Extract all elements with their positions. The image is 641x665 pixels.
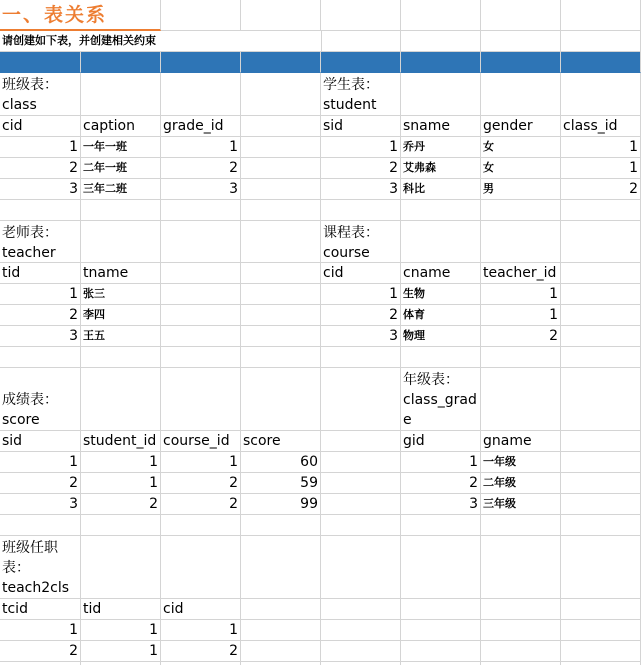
cell[interactable]: [81, 368, 161, 431]
empty-row: [0, 515, 641, 536]
data-cell[interactable]: 3: [0, 179, 81, 200]
cell[interactable]: [481, 347, 561, 368]
data-cell[interactable]: 物理: [401, 326, 481, 347]
table-row: [0, 158, 641, 179]
teach2cls-table-label[interactable]: [0, 536, 81, 599]
cell[interactable]: [561, 473, 641, 494]
cell[interactable]: [481, 599, 561, 620]
label-cn: 课程表：: [323, 225, 379, 241]
data-cell[interactable]: 1: [81, 641, 161, 662]
cell[interactable]: [321, 0, 401, 31]
cell[interactable]: [161, 263, 241, 284]
table-row: [0, 494, 641, 515]
cell[interactable]: [161, 73, 241, 116]
column-header[interactable]: cid: [0, 116, 81, 137]
cell[interactable]: [481, 536, 561, 599]
cell[interactable]: [401, 515, 481, 536]
data-cell[interactable]: 1: [321, 284, 401, 305]
cell[interactable]: [561, 221, 641, 263]
cell[interactable]: [481, 31, 561, 52]
column-header[interactable]: student_id: [81, 431, 161, 452]
cell[interactable]: [161, 515, 241, 536]
data-cell[interactable]: 艾弗森: [401, 158, 481, 179]
data-cell[interactable]: 科比: [401, 179, 481, 200]
cell[interactable]: [481, 200, 561, 221]
data-cell[interactable]: 99: [241, 494, 321, 515]
data-cell[interactable]: 一年级: [481, 452, 561, 473]
cell[interactable]: [401, 599, 481, 620]
class-table-label[interactable]: [0, 73, 81, 116]
cell[interactable]: [81, 221, 161, 263]
cell[interactable]: [0, 200, 81, 221]
data-cell[interactable]: 女: [481, 158, 561, 179]
data-cell[interactable]: 3: [0, 326, 81, 347]
cell[interactable]: [321, 452, 401, 473]
data-cell[interactable]: 2: [0, 473, 81, 494]
cell[interactable]: [561, 0, 641, 31]
data-cell[interactable]: 1: [0, 284, 81, 305]
cell[interactable]: [321, 368, 401, 431]
data-cell[interactable]: 3: [401, 494, 481, 515]
label-en: class_grad: [403, 392, 477, 408]
cell[interactable]: [481, 641, 561, 662]
cell[interactable]: [401, 347, 481, 368]
cell[interactable]: [161, 200, 241, 221]
data-cell[interactable]: 三年二班: [81, 179, 161, 200]
band-cell[interactable]: [401, 52, 481, 73]
column-header[interactable]: teacher_id: [481, 263, 561, 284]
row-headers-4: [0, 599, 641, 620]
data-cell[interactable]: 2: [481, 326, 561, 347]
label-cn: 老师表：: [2, 225, 58, 241]
data-cell[interactable]: 2: [0, 641, 81, 662]
empty-row: [0, 200, 641, 221]
data-cell[interactable]: 2: [401, 473, 481, 494]
cell[interactable]: [321, 200, 401, 221]
cell[interactable]: [241, 179, 321, 200]
data-cell[interactable]: 李四: [81, 305, 161, 326]
label-en: class: [2, 97, 37, 113]
column-header[interactable]: gname: [481, 431, 561, 452]
table-row: [0, 620, 641, 641]
cell[interactable]: [81, 515, 161, 536]
cell[interactable]: [481, 368, 561, 431]
cell[interactable]: [321, 347, 401, 368]
cell[interactable]: [241, 221, 321, 263]
cell[interactable]: [241, 368, 321, 431]
cell[interactable]: [241, 347, 321, 368]
data-cell[interactable]: 1: [321, 137, 401, 158]
column-header[interactable]: gid: [401, 431, 481, 452]
data-cell[interactable]: 二年一班: [81, 158, 161, 179]
cell[interactable]: [241, 73, 321, 116]
data-cell[interactable]: 3: [321, 326, 401, 347]
column-header[interactable]: grade_id: [161, 116, 241, 137]
cell[interactable]: [241, 158, 321, 179]
row-headers-1: [0, 116, 641, 137]
label-cn: 成绩表：: [2, 392, 58, 408]
data-cell[interactable]: 乔丹: [401, 137, 481, 158]
column-header[interactable]: sid: [321, 116, 401, 137]
cell[interactable]: [321, 620, 401, 641]
cell[interactable]: [241, 326, 321, 347]
cell[interactable]: [241, 515, 321, 536]
cell[interactable]: [161, 284, 241, 305]
cell[interactable]: [561, 641, 641, 662]
student-table-label[interactable]: [321, 73, 401, 116]
cell[interactable]: [241, 599, 321, 620]
data-cell[interactable]: 1: [0, 137, 81, 158]
score-table-label[interactable]: [0, 368, 81, 431]
band-cell[interactable]: [481, 52, 561, 73]
cell[interactable]: [321, 473, 401, 494]
data-cell[interactable]: 二年级: [481, 473, 561, 494]
cell[interactable]: [321, 536, 401, 599]
cell[interactable]: [561, 599, 641, 620]
data-cell[interactable]: 1: [161, 620, 241, 641]
instruction-text: 请创建如下表，并创建相关约束: [2, 34, 156, 47]
data-cell[interactable]: 2: [321, 158, 401, 179]
label-en: score: [2, 412, 40, 428]
data-cell[interactable]: 三年级: [481, 494, 561, 515]
cell[interactable]: [481, 221, 561, 263]
column-header[interactable]: cname: [401, 263, 481, 284]
table-row: [0, 305, 641, 326]
column-header[interactable]: sname: [401, 116, 481, 137]
empty-row: [0, 347, 641, 368]
cell[interactable]: [0, 347, 81, 368]
cell[interactable]: [401, 0, 481, 31]
data-cell[interactable]: 女: [481, 137, 561, 158]
row-blue-band: [0, 52, 641, 73]
table-row: [0, 326, 641, 347]
table-row: [0, 137, 641, 158]
column-header[interactable]: score: [241, 431, 321, 452]
cell[interactable]: [241, 200, 321, 221]
cell[interactable]: [241, 263, 321, 284]
data-cell[interactable]: 1: [561, 158, 641, 179]
cell[interactable]: [161, 536, 241, 599]
label-en: teacher: [2, 245, 56, 261]
table-row: [0, 641, 641, 662]
data-cell[interactable]: 1: [481, 284, 561, 305]
label-en: course: [323, 245, 370, 261]
cell[interactable]: [0, 515, 81, 536]
cell[interactable]: [321, 515, 401, 536]
data-cell[interactable]: 1: [481, 305, 561, 326]
cell[interactable]: [561, 73, 641, 116]
cell[interactable]: [561, 368, 641, 431]
cell[interactable]: [161, 347, 241, 368]
row-labels-2: [0, 221, 641, 263]
column-header[interactable]: caption: [81, 116, 161, 137]
label-en: student: [323, 97, 377, 113]
column-header[interactable]: tid: [81, 599, 161, 620]
table-row: [0, 473, 641, 494]
cell[interactable]: [241, 536, 321, 599]
cell[interactable]: [321, 599, 401, 620]
data-cell[interactable]: 2: [0, 158, 81, 179]
cell[interactable]: [561, 200, 641, 221]
cell[interactable]: [321, 494, 401, 515]
column-header[interactable]: sid: [0, 431, 81, 452]
cell[interactable]: [481, 620, 561, 641]
table-row: [0, 452, 641, 473]
cell[interactable]: [561, 431, 641, 452]
data-cell[interactable]: 3: [161, 179, 241, 200]
cell[interactable]: [561, 326, 641, 347]
column-header[interactable]: cid: [321, 263, 401, 284]
cell[interactable]: [561, 452, 641, 473]
label-en-wrap: e: [403, 412, 412, 428]
cell[interactable]: [561, 536, 641, 599]
data-cell[interactable]: 一年一班: [81, 137, 161, 158]
cell[interactable]: [81, 200, 161, 221]
cell[interactable]: [561, 284, 641, 305]
cell[interactable]: [401, 31, 481, 52]
row-headers-3: [0, 431, 641, 452]
cell[interactable]: [241, 620, 321, 641]
instruction-cell[interactable]: [0, 31, 321, 52]
cell[interactable]: [161, 326, 241, 347]
cell[interactable]: [161, 368, 241, 431]
label-cn: 年级表：: [403, 372, 459, 388]
data-cell[interactable]: 59: [241, 473, 321, 494]
cell[interactable]: [321, 641, 401, 662]
data-cell[interactable]: 3: [0, 494, 81, 515]
data-cell[interactable]: 2: [561, 179, 641, 200]
page-title: 一、表关系: [2, 3, 108, 26]
data-cell[interactable]: 2: [321, 305, 401, 326]
band-cell[interactable]: [0, 52, 81, 73]
data-cell[interactable]: 60: [241, 452, 321, 473]
data-cell[interactable]: 1: [81, 473, 161, 494]
data-cell[interactable]: 1: [0, 620, 81, 641]
data-cell[interactable]: 1: [81, 452, 161, 473]
class-grade-table-label[interactable]: [401, 368, 481, 431]
row-headers-2: [0, 263, 641, 284]
band-cell[interactable]: [81, 52, 161, 73]
label-cn: 班级表：: [2, 77, 58, 93]
cell[interactable]: [241, 284, 321, 305]
data-cell[interactable]: 生物: [401, 284, 481, 305]
data-cell[interactable]: 1: [561, 137, 641, 158]
row-title: [0, 0, 641, 31]
cell[interactable]: [481, 73, 561, 116]
cell[interactable]: [401, 73, 481, 116]
cell[interactable]: [241, 641, 321, 662]
cell[interactable]: [321, 31, 401, 52]
data-cell[interactable]: 2: [0, 305, 81, 326]
title-cell[interactable]: [0, 0, 161, 31]
data-cell[interactable]: 2: [161, 473, 241, 494]
cell[interactable]: [481, 515, 561, 536]
cell[interactable]: [561, 347, 641, 368]
cell[interactable]: [241, 305, 321, 326]
row-labels-1: [0, 73, 641, 116]
cell[interactable]: [561, 31, 641, 52]
cell[interactable]: [401, 221, 481, 263]
cell[interactable]: [161, 0, 241, 31]
row-labels-4: [0, 536, 641, 599]
cell[interactable]: [561, 305, 641, 326]
data-cell[interactable]: 1: [401, 452, 481, 473]
column-header[interactable]: cid: [161, 599, 241, 620]
cell[interactable]: [81, 73, 161, 116]
label-cn: 学生表：: [323, 77, 379, 93]
cell[interactable]: [401, 641, 481, 662]
label-en: teach2cls: [2, 580, 70, 596]
data-cell[interactable]: 张三: [81, 284, 161, 305]
data-cell[interactable]: 1: [0, 452, 81, 473]
cell[interactable]: [161, 221, 241, 263]
cell[interactable]: [401, 536, 481, 599]
column-header[interactable]: tid: [0, 263, 81, 284]
row-labels-3: [0, 368, 641, 431]
cell[interactable]: [321, 431, 401, 452]
cell[interactable]: [481, 0, 561, 31]
cell[interactable]: [241, 0, 321, 31]
data-cell[interactable]: 1: [161, 137, 241, 158]
band-cell[interactable]: [161, 52, 241, 73]
label-cn: 班级任职: [2, 540, 58, 556]
data-cell[interactable]: 体育: [401, 305, 481, 326]
cell[interactable]: [561, 515, 641, 536]
data-cell[interactable]: 1: [161, 452, 241, 473]
data-cell[interactable]: 2: [161, 158, 241, 179]
teacher-table-label[interactable]: [0, 221, 81, 263]
cell[interactable]: [561, 494, 641, 515]
data-cell[interactable]: 2: [81, 494, 161, 515]
cell[interactable]: [561, 263, 641, 284]
band-cell[interactable]: [321, 52, 401, 73]
column-header[interactable]: class_id: [561, 116, 641, 137]
label-cn-wrap: 表：: [2, 560, 30, 576]
table-row: [0, 179, 641, 200]
cell[interactable]: [161, 305, 241, 326]
data-cell[interactable]: 王五: [81, 326, 161, 347]
cell[interactable]: [401, 620, 481, 641]
cell[interactable]: [241, 137, 321, 158]
row-instruction: [0, 31, 641, 52]
band-cell[interactable]: [241, 52, 321, 73]
data-cell[interactable]: 男: [481, 179, 561, 200]
cell[interactable]: [81, 347, 161, 368]
column-header[interactable]: tcid: [0, 599, 81, 620]
cell[interactable]: [81, 536, 161, 599]
band-cell[interactable]: [561, 52, 641, 73]
column-header[interactable]: gender: [481, 116, 561, 137]
cell[interactable]: [241, 116, 321, 137]
table-row: [0, 284, 641, 305]
column-header[interactable]: course_id: [161, 431, 241, 452]
cell[interactable]: [561, 620, 641, 641]
column-header[interactable]: tname: [81, 263, 161, 284]
data-cell[interactable]: 2: [161, 641, 241, 662]
cell[interactable]: [401, 200, 481, 221]
data-cell[interactable]: 3: [321, 179, 401, 200]
data-cell[interactable]: 2: [161, 494, 241, 515]
course-table-label[interactable]: [321, 221, 401, 263]
data-cell[interactable]: 1: [81, 620, 161, 641]
